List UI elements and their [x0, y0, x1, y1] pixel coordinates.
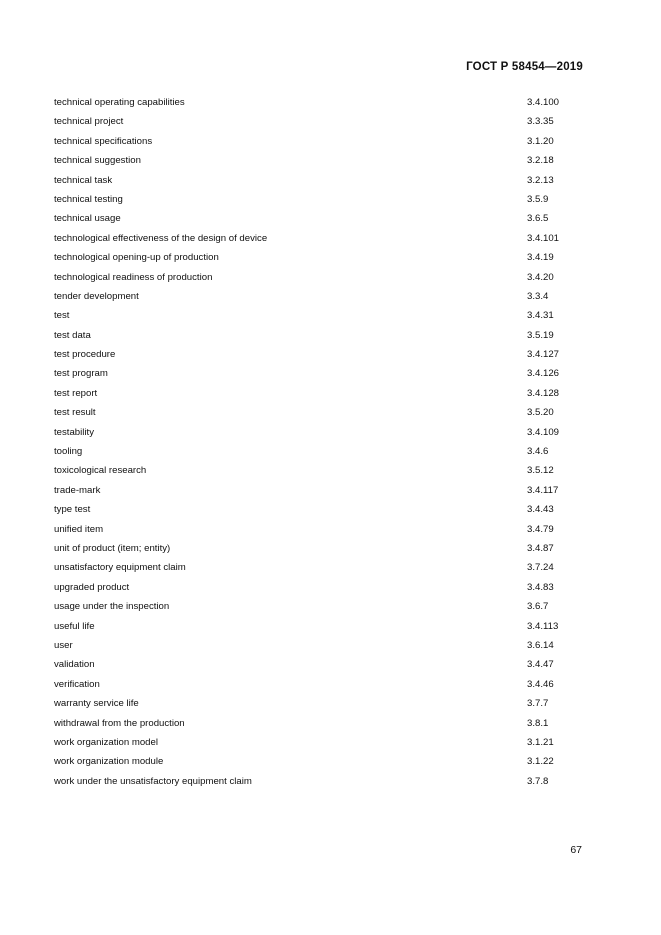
index-entry [54, 135, 594, 154]
index-ref-number: 3.6.5 [527, 213, 549, 225]
index-entry [54, 542, 594, 561]
index-entry [54, 367, 594, 386]
index-ref-number: 3.3.4 [527, 290, 549, 302]
index-entry [54, 348, 594, 367]
index-term: technical specifications [54, 135, 153, 147]
index-term: work under the unsatisfactory equipment claim [54, 775, 252, 787]
index-entry [54, 620, 594, 639]
index-entry [54, 115, 594, 134]
index-entry [54, 426, 594, 445]
index-ref-number: 3.7.8 [527, 775, 549, 787]
index-term: technical testing [54, 193, 123, 205]
index-entry [54, 193, 594, 212]
index-term: test report [54, 387, 98, 399]
index-ref-number: 3.4.20 [527, 271, 554, 283]
index-ref-number: 3.6.14 [527, 639, 554, 651]
index-entry [54, 251, 594, 270]
index-term: toxicological research [54, 465, 147, 477]
index-ref-number: 3.4.6 [527, 446, 549, 458]
index-term: test result [54, 407, 96, 419]
term-index-list [54, 96, 594, 794]
index-term: verification [54, 678, 100, 690]
index-entry [54, 387, 594, 406]
index-entry [54, 212, 594, 231]
index-ref-number: 3.4.43 [527, 504, 554, 516]
index-term: technical usage [54, 213, 121, 225]
index-entry [54, 484, 594, 503]
page-number: 67 [570, 844, 582, 856]
index-entry [54, 697, 594, 716]
index-ref-number: 3.4.47 [527, 659, 554, 671]
index-entry [54, 464, 594, 483]
index-ref-number: 3.4.46 [527, 678, 554, 690]
index-entry [54, 600, 594, 619]
index-entry [54, 232, 594, 251]
index-term: tender development [54, 290, 139, 302]
index-term: test data [54, 329, 91, 341]
index-term: warranty service life [54, 698, 139, 710]
index-term: test [54, 310, 70, 322]
index-term: technological opening-up of production [54, 252, 219, 264]
index-ref-number: 3.8.1 [527, 717, 549, 729]
index-ref-number: 3.5.9 [527, 193, 549, 205]
index-entry [54, 639, 594, 658]
index-entry [54, 271, 594, 290]
index-entry [54, 309, 594, 328]
index-ref-number: 3.2.18 [527, 155, 554, 167]
index-ref-number: 3.4.126 [527, 368, 560, 380]
index-ref-number: 3.4.19 [527, 252, 554, 264]
index-ref-number: 3.7.7 [527, 698, 549, 710]
index-ref-number: 3.4.128 [527, 387, 560, 399]
index-entry [54, 174, 594, 193]
index-entry [54, 775, 594, 794]
index-ref-number: 3.4.79 [527, 523, 554, 535]
index-entry [54, 96, 594, 115]
index-ref-number: 3.7.24 [527, 562, 554, 574]
index-ref-number: 3.4.127 [527, 349, 560, 361]
index-term: usage under the inspection [54, 601, 170, 613]
index-term: test program [54, 368, 108, 380]
index-entry [54, 445, 594, 464]
index-term: testability [54, 426, 94, 438]
index-term: technical operating capabilities [54, 97, 185, 108]
index-term: trade-mark [54, 484, 101, 496]
index-term: test procedure [54, 349, 116, 361]
index-term: withdrawal from the production [54, 717, 185, 729]
index-entry [54, 736, 594, 755]
index-entry [54, 581, 594, 600]
index-term: user [54, 639, 73, 651]
index-term: useful life [54, 620, 95, 632]
index-entry [54, 658, 594, 677]
index-ref-number: 3.5.19 [527, 329, 554, 341]
index-ref-number: 3.1.20 [527, 135, 554, 147]
index-entry [54, 678, 594, 697]
index-term: technological readiness of production [54, 271, 213, 283]
index-term: work organization model [54, 736, 158, 748]
index-ref-number: 3.4.101 [527, 232, 560, 244]
index-ref-number: 3.5.12 [527, 465, 554, 477]
index-ref-number: 3.4.87 [527, 542, 554, 554]
index-entry [54, 523, 594, 542]
index-term: type test [54, 504, 91, 516]
index-term: technical suggestion [54, 155, 141, 167]
index-ref-number: 3.1.22 [527, 756, 554, 768]
index-term: upgraded product [54, 581, 130, 593]
index-term: unified item [54, 523, 104, 535]
index-ref-number: 3.2.13 [527, 174, 554, 186]
index-ref-number: 3.4.100 [527, 97, 560, 108]
index-entry [54, 290, 594, 309]
index-entry [54, 329, 594, 348]
index-term: work organization module [54, 756, 164, 768]
index-term: technological effectiveness of the design of device [54, 232, 268, 244]
index-entry [54, 755, 594, 774]
index-term: technical project [54, 116, 124, 128]
index-term: technical task [54, 174, 113, 186]
index-ref-number: 3.3.35 [527, 116, 554, 128]
document-code-header: ГОСТ Р 58454—2019 [466, 61, 583, 73]
index-term: tooling [54, 446, 83, 458]
index-ref-number: 3.4.31 [527, 310, 554, 322]
index-term: validation [54, 659, 95, 671]
index-ref-number: 3.1.21 [527, 736, 554, 748]
index-ref-number: 3.4.113 [527, 620, 559, 632]
index-entry [54, 561, 594, 580]
index-entry [54, 717, 594, 736]
index-ref-number: 3.4.109 [527, 426, 560, 438]
index-ref-number: 3.6.7 [527, 601, 549, 613]
index-term: unit of product (item; entity) [54, 542, 171, 554]
index-ref-number: 3.4.83 [527, 581, 554, 593]
index-ref-number: 3.4.117 [527, 484, 559, 496]
index-term: unsatisfactory equipment claim [54, 562, 186, 574]
index-entry [54, 503, 594, 522]
index-entry [54, 154, 594, 173]
index-ref-number: 3.5.20 [527, 407, 554, 419]
index-entry [54, 406, 594, 425]
